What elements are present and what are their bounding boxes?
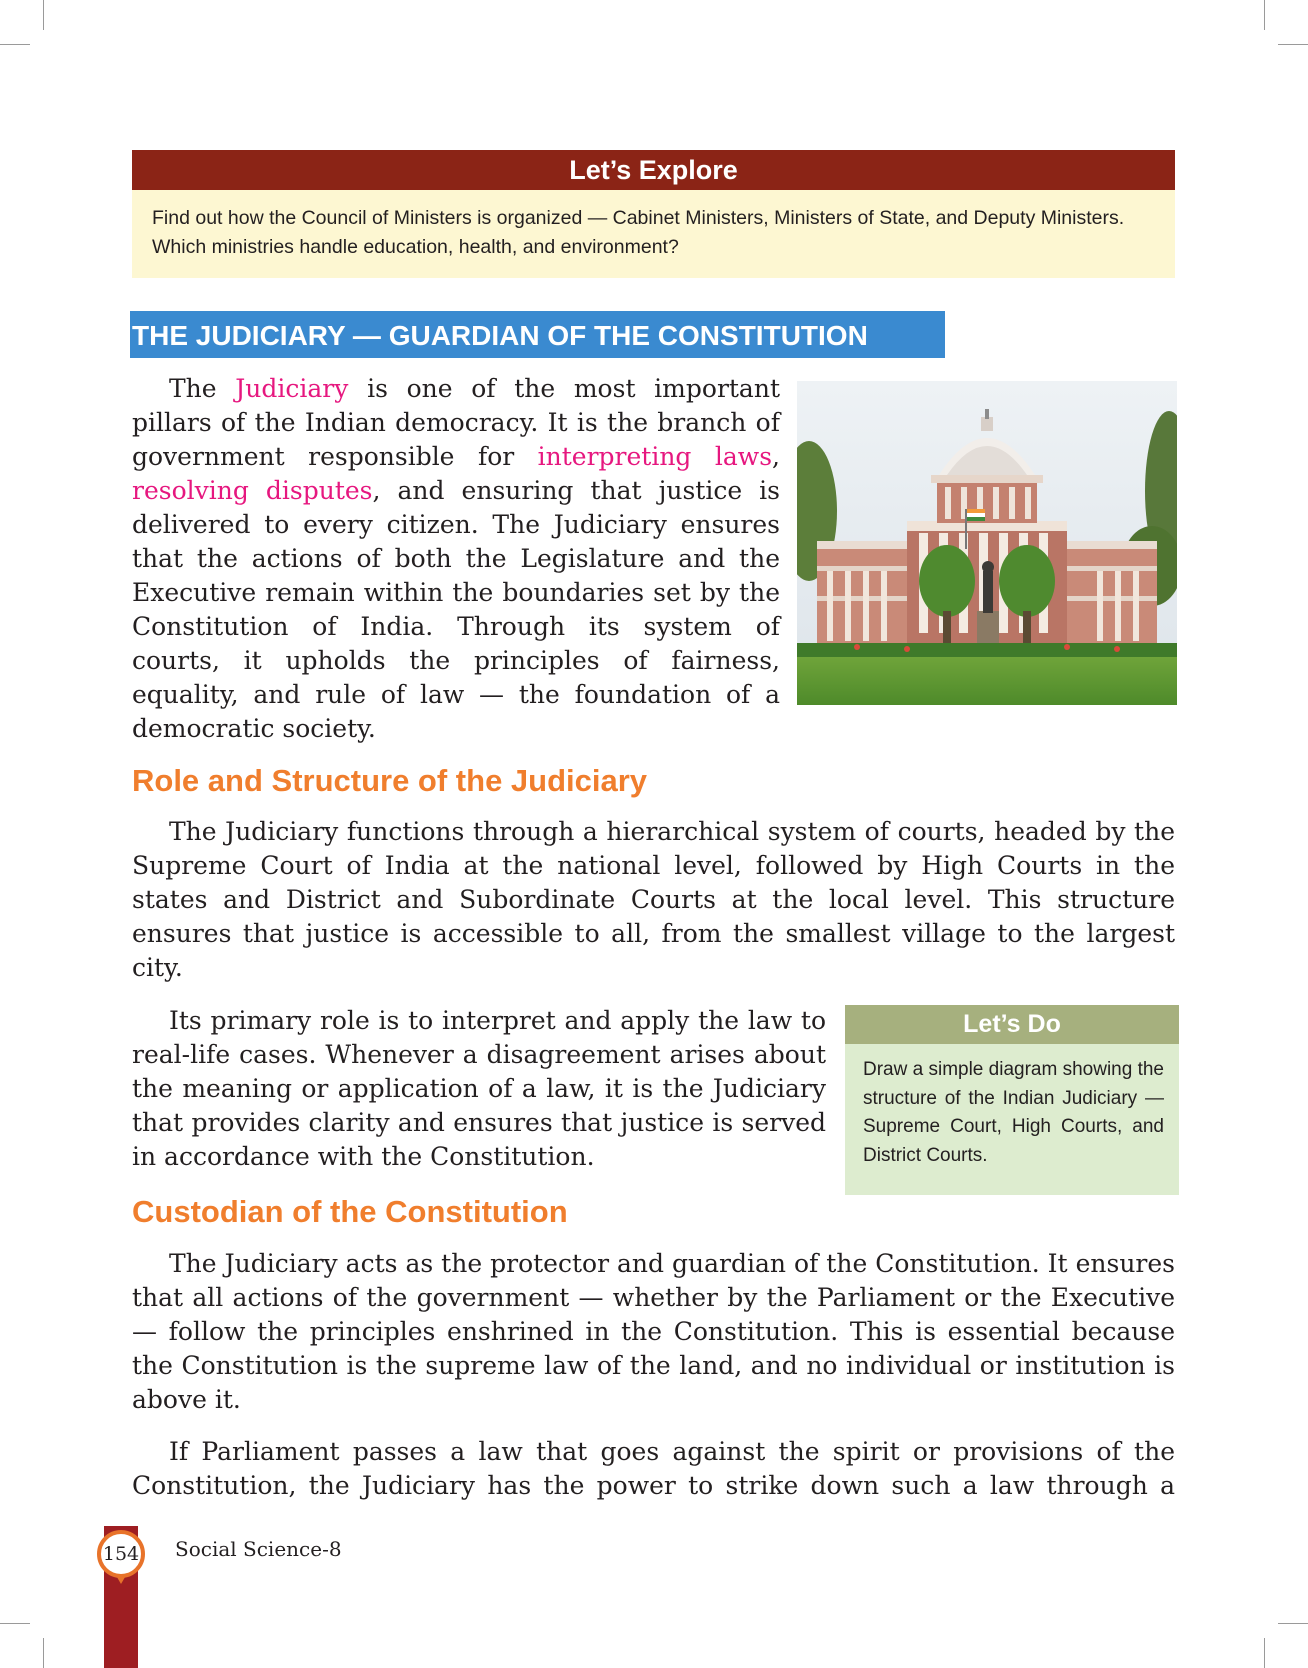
highlight-term: resolving disputes bbox=[132, 476, 373, 505]
book-title: Social Science-8 bbox=[175, 1537, 342, 1561]
lets-explore-box bbox=[132, 190, 1175, 278]
crop-mark bbox=[1278, 1623, 1308, 1624]
crop-mark bbox=[43, 0, 44, 30]
crop-mark bbox=[1278, 44, 1308, 45]
page-number: 154 bbox=[97, 1530, 145, 1578]
lets-explore-heading: Let’s Explore bbox=[132, 150, 1175, 190]
crop-mark bbox=[0, 1623, 30, 1624]
crop-mark bbox=[43, 1638, 44, 1668]
lets-do-heading: Let’s Do bbox=[845, 1005, 1179, 1044]
lets-do-box bbox=[845, 1044, 1179, 1195]
highlight-term: Judiciary bbox=[235, 374, 349, 403]
role-structure-heading: Role and Structure of the Judiciary bbox=[132, 763, 648, 798]
intro-paragraph: The Judiciary is one of the most important pillars of the Indian democracy. It is the branch of government responsible for interpreting laws, resolving disputes, and ensuring that justice is delivered to every citizen. The Judiciary ensures that the actions of both the Legislature and the Executive remain within the boundaries set by the Constitution of India. Through its system of courts, it upholds the principles of fairness, equality, and rule of law — the foundation of a democratic society. bbox=[132, 374, 780, 743]
role-structure-paragraph-2: Its primary role is to interpret and apply the law to real-life cases. Whenever a disagreement arises about the meaning or application of a law, it is the Judiciary that provides clarity and ensures that justice is served in accordance with the Constitution. bbox=[132, 1006, 826, 1171]
role-structure-paragraph-1: The Judiciary functions through a hierarchical system of courts, headed by the Supreme Court of India at the national level, followed by High Courts in the states and District and Subordinate Courts at the local level. This structure ensures that justice is accessible to all, from the smallest village to the largest city. bbox=[132, 817, 1175, 982]
custodian-paragraph-1: The Judiciary acts as the protector and guardian of the Constitution. It ensures that all actions of the government — whether by the Parliament or the Executive — follow the principles enshrined in the Constitution. This is essential because the Constitution is the supreme law of the land, and no individual or institution is above it. bbox=[132, 1249, 1175, 1414]
section-title-banner bbox=[130, 311, 945, 358]
custodian-heading: Custodian of the Constitution bbox=[132, 1194, 568, 1229]
crop-mark bbox=[1264, 0, 1265, 30]
lets-explore-text: Find out how the Council of Ministers is organized — Cabinet Ministers, Ministers of State, and Deputy Ministers. Which ministries handle education, health, and environment? bbox=[152, 207, 1125, 258]
section-title: THE JUDICIARY — GUARDIAN OF THE CONSTITUTION bbox=[132, 320, 868, 351]
crop-mark bbox=[1264, 1638, 1265, 1668]
supreme-court-photo bbox=[797, 381, 1177, 705]
crop-mark bbox=[0, 44, 30, 45]
custodian-paragraph-2: If Parliament passes a law that goes against the spirit or provisions of the Constitution, the Judiciary has the power to strike down such a law through a bbox=[132, 1437, 1175, 1500]
highlight-term: interpreting laws bbox=[537, 442, 773, 471]
lets-do-text: Draw a simple diagram showing the structure of the Indian Judiciary — Supreme Court, High Courts, and District Courts. bbox=[863, 1059, 1164, 1166]
